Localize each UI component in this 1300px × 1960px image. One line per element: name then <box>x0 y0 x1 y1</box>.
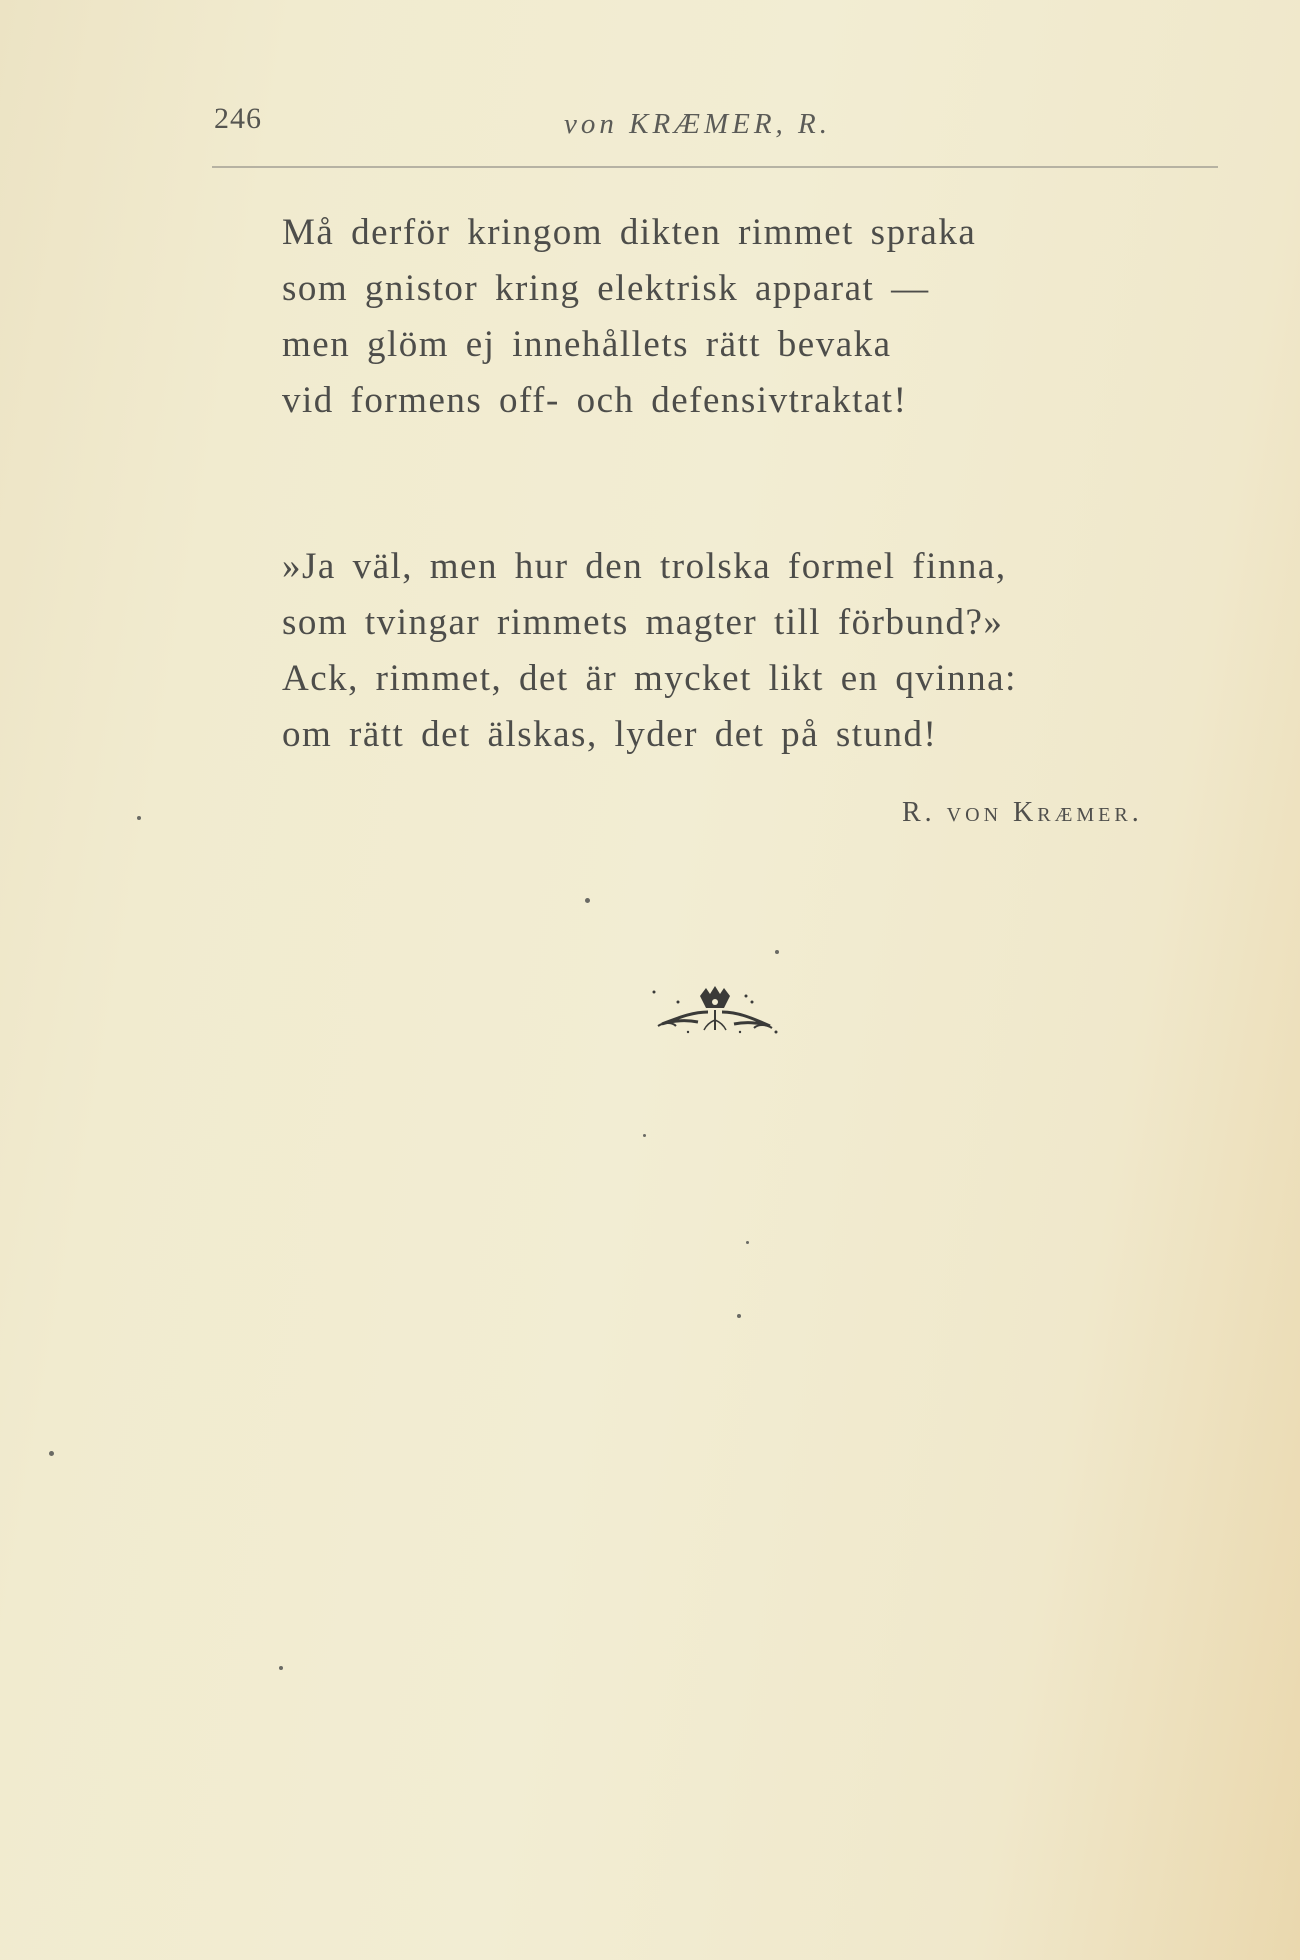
poem-line: men glöm ej innehållets rätt bevaka <box>282 324 892 365</box>
poem-line: »Ja väl, men hur den trolska formel finna, <box>282 546 1007 587</box>
poem-stanza-2 <box>282 539 1017 763</box>
page-number: 246 <box>214 102 262 135</box>
paper-speck <box>737 1314 741 1318</box>
paper-speck <box>643 1134 646 1137</box>
paper-speck <box>279 1666 283 1670</box>
poem-line: Ack, rimmet, det är mycket likt en qvinna: <box>282 658 1017 699</box>
paper-speck <box>585 898 590 903</box>
poem-line: om rätt det älskas, lyder det på stund! <box>282 714 938 755</box>
header-rule <box>212 166 1218 168</box>
poem-line: Må derför kringom dikten rimmet spraka <box>282 212 977 253</box>
poem-stanza-1 <box>282 205 976 429</box>
poem-line: som tvingar rimmets magter till förbund?» <box>282 602 1004 643</box>
poem-line: som gnistor kring elektrisk apparat — <box>282 268 930 309</box>
author-signature: R. von Kræmer. <box>902 797 1143 828</box>
paper-speck <box>49 1451 54 1456</box>
running-head: von KRÆMER, R. <box>564 108 832 140</box>
paper-speck <box>775 950 779 954</box>
paper-speck <box>137 816 141 820</box>
paper-speck <box>746 1241 749 1244</box>
floral-tailpiece-ornament-icon <box>648 982 782 1042</box>
poem-line: vid formens off- och defensivtraktat! <box>282 380 908 421</box>
